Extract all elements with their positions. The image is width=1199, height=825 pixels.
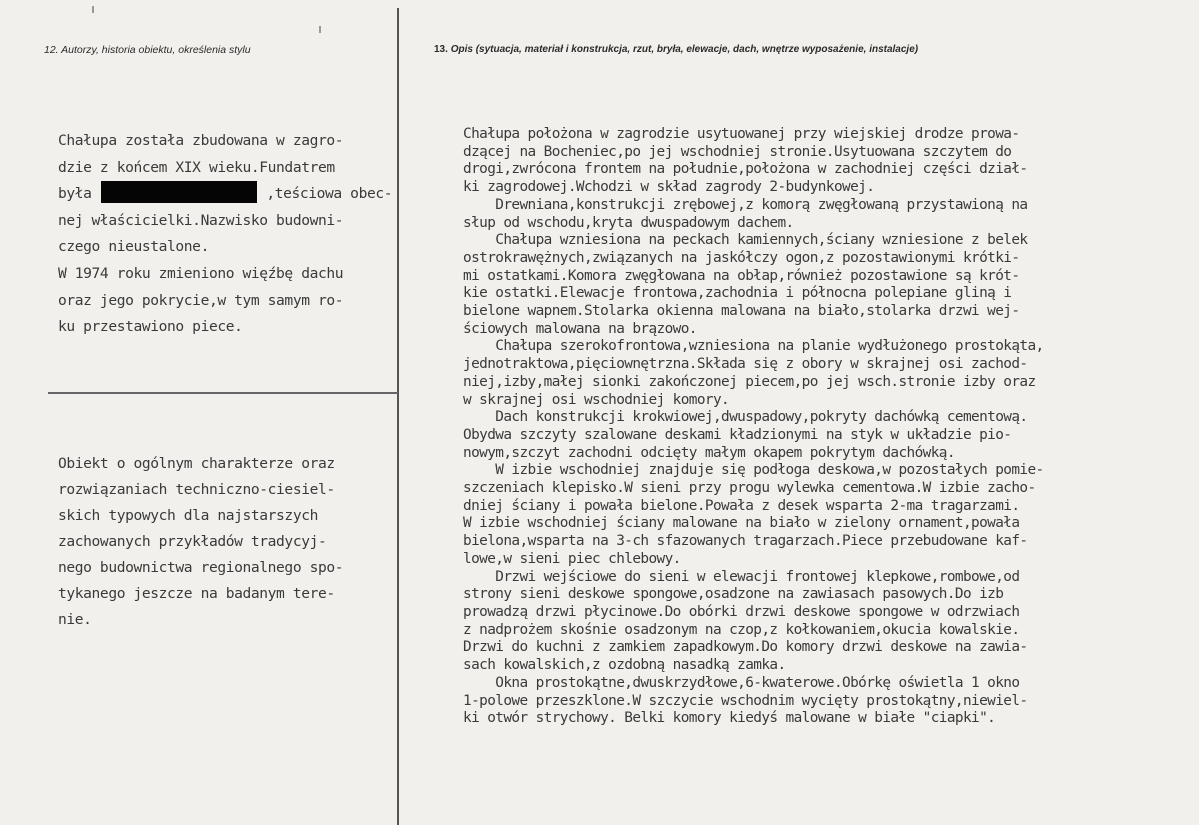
text-line: nego budownictwa regionalnego spo- <box>58 559 344 576</box>
text-line: nie. <box>58 611 92 628</box>
text-line: ku przestawiono piece. <box>58 318 243 336</box>
text-line: strony sieni deskowe spongowe,osadzone na zawiasach pasowych.Do izb <box>463 586 1004 603</box>
section-13-header <box>434 44 918 55</box>
text-line: Chałupa wzniesiona na peckach kamiennych,ściany wzniesione z belek <box>463 232 1028 249</box>
text-line: zachowanych przykładów tradycyj- <box>58 533 327 550</box>
text-line: 1-polowe przeszklone.W szczycie wschodnim wycięty prostokątny,niewiel- <box>463 692 1028 709</box>
text-line-part: była <box>58 185 100 203</box>
text-line: Obydwa szczyty szalowane deskami kładzionymi na styk w układzie pio- <box>463 426 1012 443</box>
text-line: niej,izby,małej sionki zakończonej piecem,po jej wsch.stronie izby oraz <box>463 373 1036 390</box>
text-line: dniej ściany i powała bielone.Powała z desek wsparta 2-ma tragarzami. <box>463 497 1020 514</box>
text-line: prowadzą drzwi płycinowe.Do obórki drzwi deskowe spongowe w odrzwiach <box>463 603 1020 620</box>
text-line: W izbie wschodniej ściany malowane na biało w zielony ornament,powała <box>463 515 1020 532</box>
ink-mark <box>319 26 321 33</box>
section-13-label: Opis <box>450 44 473 55</box>
text-line: skich typowych dla najstarszych <box>58 507 318 524</box>
text-line: ściowych malowana na brązowo. <box>463 320 697 337</box>
style-text <box>58 451 343 633</box>
text-line: słup od wschodu,kryta dwuspadowym dachem. <box>463 214 794 231</box>
section-12-header: 12. Autorzy, historia obiektu, określenia stylu <box>44 44 251 56</box>
text-line: Chałupa położona w zagrodzie usytuowanej przy wiejskiej drodze prowa- <box>463 126 1020 142</box>
text-line: ki otwór strychowy. Belki komory kiedyś malowane w białe "ciapki". <box>463 710 996 727</box>
section-13-subtitle: (sytuacja, materiał i konstrukcja, rzut, bryła, elewacje, dach, wnętrze wyposażenie, instalacje) <box>475 44 919 55</box>
ink-mark <box>92 6 94 13</box>
text-line: Drzwi do kuchni z zamkiem zapadkowym.Do komory drzwi deskowe na zawia- <box>463 639 1028 656</box>
text-line: Okna prostokątne,dwuskrzydłowe,6-kwaterowe.Obórkę oświetla 1 okno <box>463 674 1020 691</box>
text-line: Obiekt o ogólnym charakterze oraz <box>58 455 335 472</box>
text-line: W izbie wschodniej znajduje się podłoga deskowa,w pozostałych pomie- <box>463 462 1044 479</box>
left-section-divider <box>48 392 398 394</box>
text-line: ki zagrodowej.Wchodzi w skład zagrody 2-budynkowej. <box>463 179 875 196</box>
text-line <box>58 181 392 208</box>
text-line: W 1974 roku zmieniono więźbę dachu <box>58 264 344 282</box>
column-divider <box>397 8 399 825</box>
text-line-part: ,teściowa obec- <box>257 185 393 203</box>
text-line: Drzwi wejściowe do sieni w elewacji frontowej klepkowe,rombowe,od <box>463 568 1020 585</box>
text-line: sach kowalskich,z ozdobną nasadką zamka. <box>463 657 786 674</box>
text-line: szczeniach klepisko.W sieni przy progu wylewka cementowa.W izbie zacho- <box>463 480 1036 497</box>
text-line: nej właścicielki.Nazwisko budowni- <box>58 211 344 229</box>
history-text <box>58 128 392 341</box>
text-line: nowym,szczyt zachodni odcięty małym okapem pokrytym dachówką. <box>463 444 955 461</box>
text-line: rozwiązaniach techniczno-ciesiel- <box>58 481 335 498</box>
text-line: dzącej na Bocheniec,po jej wschodniej stronie.Usytuowana szczytem do <box>463 143 1012 160</box>
text-line: drogi,zwrócona frontem na południe,położona w zachodniej części dział- <box>463 161 1028 178</box>
text-line: Dach konstrukcji krokwiowej,dwuspadowy,pokryty dachówką cementową. <box>463 409 1028 426</box>
text-line: z nadprożem skośnie osadzonym na czop,z kołkowaniem,okucia kowalskie. <box>463 621 1020 638</box>
text-line: Drewniana,konstrukcji zrębowej,z komorą zwęgłowaną przystawioną na <box>463 196 1028 213</box>
redaction-bar <box>101 181 257 203</box>
text-line: kie ostatki.Elewacje frontowa,zachodnia i północna polepiane gliną i <box>463 285 1012 302</box>
text-line: bielona,wsparta na 3-ch sfazowanych tragarzach.Piece przebudowane kaf- <box>463 533 1028 550</box>
text-line: jednotraktowa,pięciownętrzna.Składa się z obory w skrajnej osi zachod- <box>463 356 1028 373</box>
text-line: bielone wapnem.Stolarka okienna malowana na biało,stolarka drzwi wej- <box>463 303 1020 320</box>
section-13-number: 13. <box>434 44 448 55</box>
text-line: w skrajnej osi wschodniej komory. <box>463 391 730 408</box>
text-line: dzie z końcem XIX wieku.Fundatrem <box>58 158 335 176</box>
text-line: Chałupa szerokofrontowa,wzniesiona na planie wydłużonego prostokąta, <box>463 338 1044 355</box>
text-line: lowe,w sieni piec chlebowy. <box>463 550 681 567</box>
text-line: oraz jego pokrycie,w tym samym ro- <box>58 291 344 309</box>
text-line: ostrokrawężnych,związanych na jaskółczy ogon,z pozostawionymi krótki- <box>463 249 1020 266</box>
text-line: Chałupa została zbudowana w zagro- <box>58 132 344 149</box>
text-line: czego nieustalone. <box>58 238 209 256</box>
text-line: mi ostatkami.Komora zwęgłowana na obłap,również pozostawione są krót- <box>463 267 1020 284</box>
text-line: tykanego jeszcze na badanym tere- <box>58 585 335 602</box>
description-text <box>463 126 1044 728</box>
